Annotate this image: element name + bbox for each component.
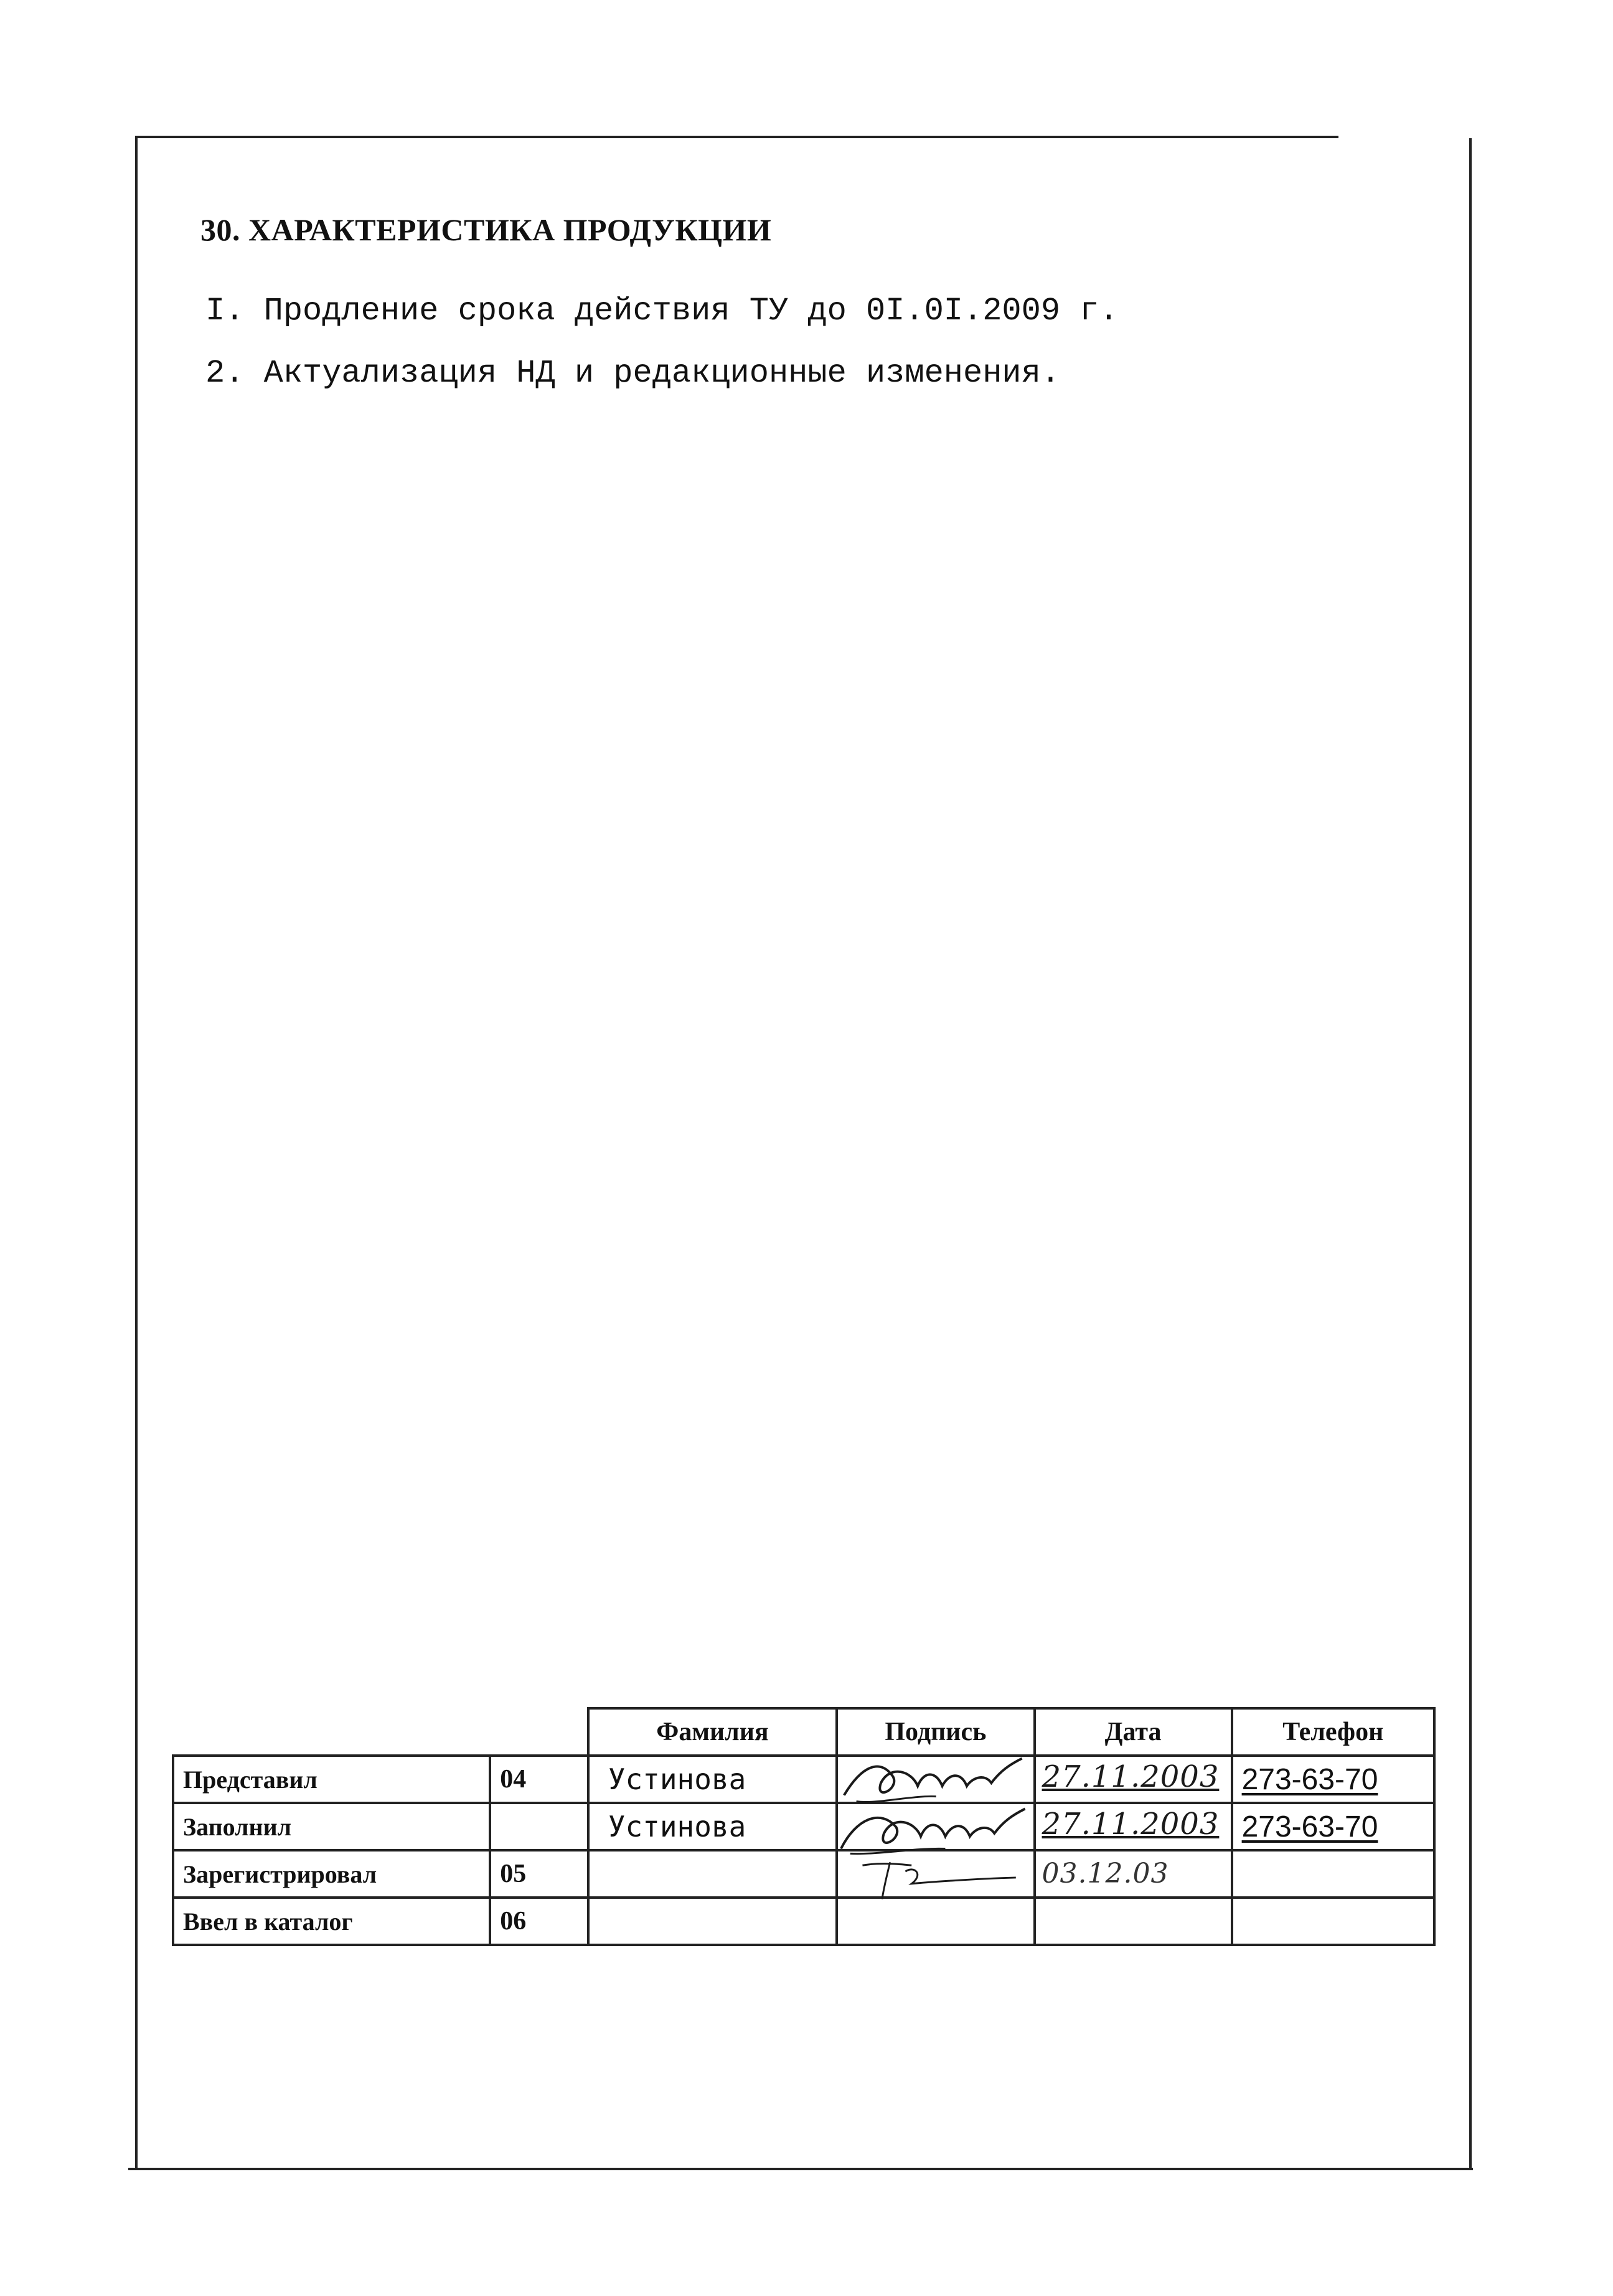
header-phone: Телефон [1232, 1708, 1434, 1756]
row-date: 27.11.2003 [1042, 1807, 1220, 1842]
row-date: 27.11.2003 [1042, 1759, 1220, 1794]
row-surname: Устинова [588, 1803, 837, 1850]
list-item: I. Продление срока действия ТУ до 0I.0I.2009 г. [205, 293, 1119, 329]
date-cell [1035, 1850, 1232, 1898]
row-role: Ввел в каталог [173, 1898, 490, 1945]
row-surname [588, 1850, 837, 1898]
section-heading: 30. ХАРАКТЕРИСТИКА ПРОДУКЦИИ [200, 212, 772, 247]
table-row [173, 1803, 1434, 1850]
row-code: 06 [490, 1898, 588, 1945]
row-code [490, 1803, 588, 1850]
header-surname: Фамилия [588, 1708, 837, 1756]
row-role: Зарегистрировал [173, 1850, 490, 1898]
signature-cell [837, 1898, 1034, 1945]
approval-table [172, 1707, 1436, 1946]
frame-left-border [135, 136, 138, 2168]
row-surname: Устинова [588, 1756, 837, 1803]
table-row [173, 1898, 1434, 1945]
row-surname [588, 1898, 837, 1945]
row-role: Заполнил [173, 1803, 490, 1850]
row-code: 04 [490, 1756, 588, 1803]
date-cell [1035, 1756, 1232, 1803]
row-phone [1232, 1850, 1434, 1898]
frame-right-border [1469, 138, 1472, 2169]
signature-cell [837, 1803, 1034, 1850]
list-item: 2. Актуализация НД и редакционные изменения. [205, 355, 1061, 392]
header-date: Дата [1035, 1708, 1232, 1756]
date-cell [1035, 1803, 1232, 1850]
handwritten-signature [838, 1847, 1033, 1904]
signature-cell [837, 1756, 1034, 1803]
row-phone: 273-63-70 [1232, 1803, 1434, 1850]
table-header-row [173, 1708, 1434, 1756]
frame-bottom-border [128, 2168, 1473, 2170]
row-code: 05 [490, 1850, 588, 1898]
signature-cell [837, 1850, 1034, 1898]
header-signature: Подпись [837, 1708, 1034, 1756]
frame-top-border [137, 136, 1338, 138]
row-phone: 273-63-70 [1232, 1756, 1434, 1803]
row-date: 03.12.03 [1042, 1858, 1169, 1889]
row-role: Представил [173, 1756, 490, 1803]
table-row [173, 1756, 1434, 1803]
date-cell [1035, 1898, 1232, 1945]
blank-cell [490, 1708, 588, 1756]
row-phone [1232, 1898, 1434, 1945]
table-row [173, 1850, 1434, 1898]
blank-cell [173, 1708, 490, 1756]
